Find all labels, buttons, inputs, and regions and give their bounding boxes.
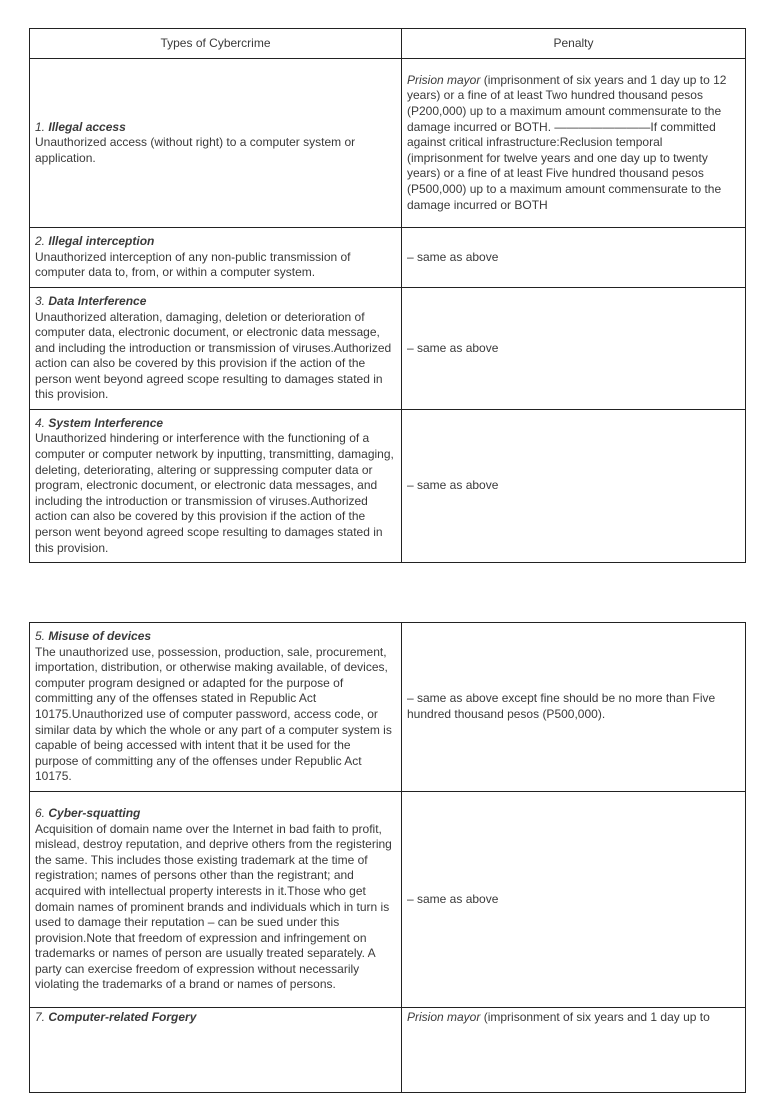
crime-name: Misuse of devices xyxy=(48,629,152,644)
table-row xyxy=(30,288,746,410)
crime-description: Unauthorized hindering or interference with the functioning of a computer or computer network by inputting, transmitting, damaging, deleting, deteriorating, altering or suppressing computer data or program, electronic document, or electronic data messages, and including the introduction or transmission of viruses.Authorized action can also be covered by this provision if the action of the person went beyond agreed scope resulting to damages stated in this provision. xyxy=(35,431,394,555)
crime-cell: 3. Data Interference Unauthorized alteration, damaging, deletion or deterioration of computer data, electronic document, or electronic data message, and including the introduction or transmission of viruses.Authorized action can also be covered by this provision if the action of the person went beyond agreed scope resulting to damages stated in this provision. xyxy=(30,288,402,410)
crime-name: Illegal access xyxy=(48,119,126,134)
table-row xyxy=(30,623,746,792)
table-row xyxy=(30,792,746,1008)
crime-cell: 6. Cyber-squatting Acquisition of domain name over the Internet in bad faith to profit, mislead, destroy reputation, and deprive others from the registering the same. This includes those existing trademark at the time of registration; names of persons other than the registrant; and acquired with intellectual property interests in it.Those who get domain names of prominent brands and individuals which in turn is used to damage their reputation – can be sued under this provision.Note that freedom of expression and infringement on trademarks or names of person are usually treated separately. A party can exercise freedom of expression without necessarily violating the trademarks of a brand or names of persons. xyxy=(30,792,402,1008)
cybercrime-table-1 xyxy=(29,28,746,563)
table-header-row xyxy=(30,29,746,59)
header-types: Types of Cybercrime xyxy=(30,29,402,59)
header-penalty: Penalty xyxy=(402,29,746,59)
crime-name: Computer-related Forgery xyxy=(48,1010,197,1024)
crime-cell: 1. Illegal access Unauthorized access (without right) to a computer system or application. xyxy=(30,59,402,228)
crime-cell: 2. Illegal interception Unauthorized interception of any non-public transmission of computer data to, from, or within a computer system. xyxy=(30,228,402,288)
penalty-cell: Prision mayor (imprisonment of six years and 1 day up to 12 years) or a fine of at least Two hundred thousand pesos (P200,000) up to a maximum amount commensurate to the damage incurred or BOTH. ————————If committed against critical infrastructure:Reclusion temporal (imprisonment for twelve years and one day up to twenty years) or a fine of at least Five hundred thousand pesos (P500,000) up to a maximum amount commensurate to the damage incurred or BOTH xyxy=(402,59,746,228)
table-row xyxy=(30,410,746,563)
penalty-cell: – same as above xyxy=(402,228,746,288)
crime-name: Illegal interception xyxy=(48,234,155,249)
crime-cell: 5. Misuse of devices The unauthorized use, possession, production, sale, procurement, importation, distribution, or otherwise making available, of devices, computer program designed or adapted for the purpose of committing any of the offenses stated in Republic Act 10175.Unauthorized use of computer password, access code, or similar data by which the whole or any part of a computer system is capable of being accessed with intent that it be used for the purpose of committing any of the offenses under Republic Act 10175. xyxy=(30,623,402,792)
crime-description: Unauthorized interception of any non-public transmission of computer data to, from, or within a computer system. xyxy=(35,249,351,280)
penalty-cell: – same as above xyxy=(402,792,746,1008)
penalty-cell: – same as above xyxy=(402,410,746,563)
crime-description: The unauthorized use, possession, production, sale, procurement, importation, distribution, or otherwise making available, of devices, computer program designed or adapted for the purpose of committing any of the offenses stated in Republic Act 10175.Unauthorized use of computer password, access code, or similar data by which the whole or any part of a computer system is capable of being accessed with intent that it be used for the purpose of committing any of the offenses under Republic Act 10175. xyxy=(35,644,392,784)
penalty-cell: Prision mayor (imprisonment of six years and 1 day up to xyxy=(402,1008,746,1093)
penalty-text: (imprisonment of six years and 1 day up to 12 years) or a fine of at least Two hundred thousand pesos (P200,000) up to a maximum amount commensurate to the damage incurred or BOTH. ————————If committed against critical infrastructure:Reclusion temporal (imprisonment for twelve years and one day up to twenty years) or a fine of at least Five hundred thousand pesos (P500,000) up to a maximum amount commensurate to the damage incurred or BOTH xyxy=(407,72,727,212)
crime-description: Unauthorized alteration, damaging, deletion or deterioration of computer data, electronic document, or electronic data message, and including the introduction or transmission of viruses.Authorized action can also be covered by this provision if the action of the person went beyond agreed scope resulting to damages stated in this provision. xyxy=(35,309,392,402)
crime-name: Data Interference xyxy=(48,293,147,308)
table-row xyxy=(30,1008,746,1093)
crime-description: Unauthorized access (without right) to a computer system or application. xyxy=(35,135,356,165)
table-row xyxy=(30,228,746,288)
crime-name: System Interference xyxy=(48,415,164,430)
crime-cell: 4. System Interference Unauthorized hindering or interference with the functioning of a computer or computer network by inputting, transmitting, damaging, deleting, deteriorating, altering or suppressing computer data or program, electronic document, or electronic data messages, and including the introduction or transmission of viruses.Authorized action can also be covered by this provision if the action of the person went beyond agreed scope resulting to damages stated in this provision. xyxy=(30,410,402,563)
penalty-text: (imprisonment of six years and 1 day up to xyxy=(480,1010,710,1024)
crime-description: Acquisition of domain name over the Internet in bad faith to profit, mislead, destroy reputation, and deprive others from the registering the same. This includes those existing trademark at the time of registration; names of persons other than the registrant; and acquired with intellectual property interests in it.Those who get domain names of prominent brands and individuals which in turn is used to damage their reputation – can be sued under this provision.Note that freedom of expression and infringement on trademarks or names of person are usually treated separately. A party can exercise freedom of expression without necessarily violating the trademarks of a brand or names of persons. xyxy=(35,821,392,992)
crime-cell: 7. Computer-related Forgery xyxy=(30,1008,402,1093)
cybercrime-table-2 xyxy=(29,622,746,1093)
penalty-cell: – same as above except fine should be no more than Five hundred thousand pesos (P500,000). xyxy=(402,623,746,792)
crime-name: Cyber-squatting xyxy=(48,805,141,820)
table-row xyxy=(30,59,746,228)
penalty-cell: – same as above xyxy=(402,288,746,410)
